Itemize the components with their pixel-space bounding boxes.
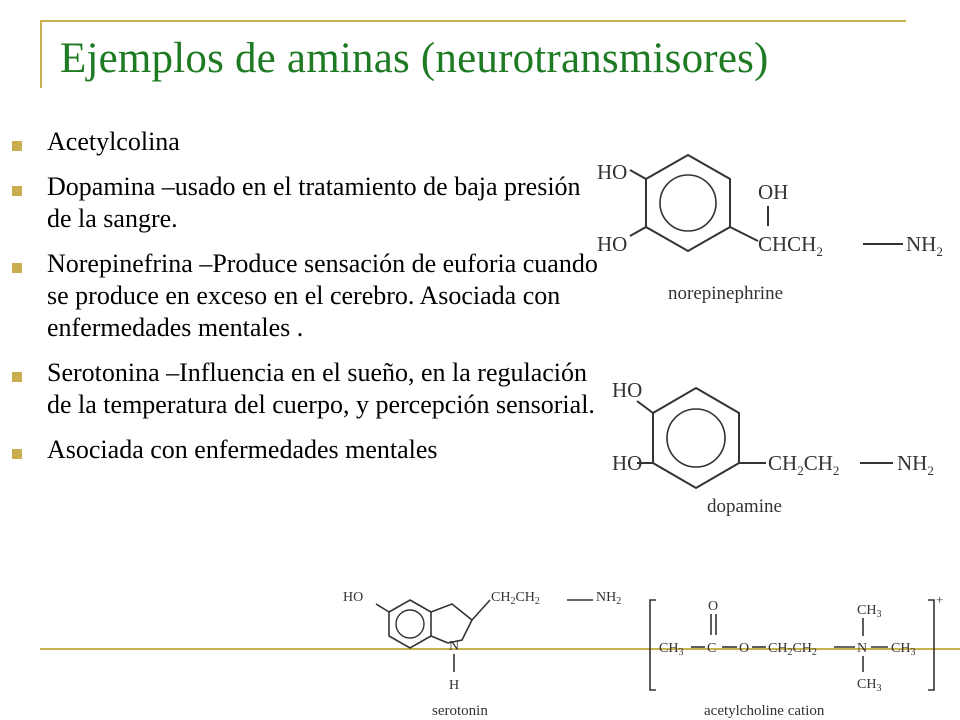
norepinephrine-aromatic-circle bbox=[660, 175, 716, 231]
acetylcholine-left-bracket bbox=[650, 600, 656, 690]
serotonin-ring-fusion bbox=[431, 636, 448, 643]
acetylcholine-n: N bbox=[857, 641, 868, 656]
norepinephrine-oh: OH bbox=[758, 180, 789, 204]
norepinephrine-ho-top: HO bbox=[597, 160, 628, 184]
bullet-text: Asociada con enfermedades mentales bbox=[47, 435, 438, 464]
serotonin-n: N bbox=[449, 639, 460, 654]
bullet-text: Dopamina –usado en el tratamiento de baja presión de la sangre. bbox=[47, 172, 581, 233]
acetylcholine-right-bracket bbox=[928, 600, 934, 690]
dopamine-aromatic-circle bbox=[667, 409, 725, 467]
serotonin-h: H bbox=[449, 678, 460, 693]
acetylcholine-caption: acetylcholine cation bbox=[704, 703, 825, 719]
serotonin-amine: $NH_2$ bbox=[596, 590, 622, 607]
acetylcholine-ch3-bottom: $CH_3$ bbox=[857, 677, 882, 694]
acetylcholine-ch2-chain: $CH_2CH_2$ bbox=[768, 641, 817, 658]
dopamine-structure bbox=[637, 388, 893, 488]
dopamine-ho-top: HO bbox=[612, 378, 643, 402]
dopamine-amine: $NH_2$ bbox=[897, 451, 934, 478]
bullet-text: Norepinefrina –Produce sensación de euforia cuando se produce en exceso en el cerebro. Asociada con enfermedades mentales . bbox=[47, 249, 598, 342]
serotonin-chain: $CH_2CH_2$ bbox=[491, 590, 540, 607]
slide-title: Ejemplos de aminas (neurotransmisores) bbox=[60, 35, 769, 82]
acetylcholine-o: O bbox=[708, 599, 719, 614]
norepinephrine-amine: $NH_2$ bbox=[906, 232, 943, 259]
acetylcholine-ch3-left: $CH_3$ bbox=[659, 641, 684, 658]
serotonin-benzene-ring bbox=[389, 600, 431, 648]
acetylcholine-ch3-top: $CH_3$ bbox=[857, 603, 882, 620]
serotonin-ho-bond bbox=[376, 604, 389, 612]
norepinephrine-ring bbox=[646, 155, 730, 251]
dopamine-ring bbox=[653, 388, 739, 488]
acetylcholine-o-ester: O bbox=[739, 641, 750, 656]
norepinephrine-ho-top-bond bbox=[630, 170, 646, 179]
serotonin-pyrrole-ring bbox=[431, 604, 472, 643]
norepinephrine-side-bond bbox=[730, 227, 758, 241]
norepinephrine-labels bbox=[597, 160, 943, 304]
dopamine-ho-top-bond bbox=[637, 401, 653, 413]
dopamine-ho-bottom: HO bbox=[612, 451, 643, 475]
serotonin-caption: serotonin bbox=[432, 703, 488, 719]
norepinephrine-ho-bottom-bond bbox=[630, 227, 646, 236]
acetylcholine-ch3-right: $CH_3$ bbox=[891, 641, 916, 658]
serotonin-side-bond bbox=[472, 600, 490, 620]
acetylcholine-labels bbox=[659, 592, 943, 719]
norepinephrine-ho-bottom: HO bbox=[597, 232, 628, 256]
dopamine-chain: $CH_2CH_2$ bbox=[768, 451, 840, 478]
norepinephrine-caption: norepinephrine bbox=[668, 283, 784, 304]
serotonin-aromatic-circle bbox=[396, 610, 424, 638]
serotonin-ho: HO bbox=[343, 590, 364, 605]
serotonin-structure bbox=[376, 600, 593, 672]
bullet-text: Serotonina –Influencia en el sueño, en la regulación de la temperatura del cuerpo, y percepción sensorial. bbox=[47, 358, 595, 419]
acetylcholine-charge: + bbox=[936, 592, 944, 607]
dopamine-caption: dopamine bbox=[707, 496, 782, 517]
norepinephrine-chain: $CHCH_2$ bbox=[758, 232, 823, 259]
bullet-text: Acetylcolina bbox=[47, 127, 180, 156]
acetylcholine-c: C bbox=[707, 641, 717, 656]
dopamine-labels bbox=[612, 378, 934, 517]
